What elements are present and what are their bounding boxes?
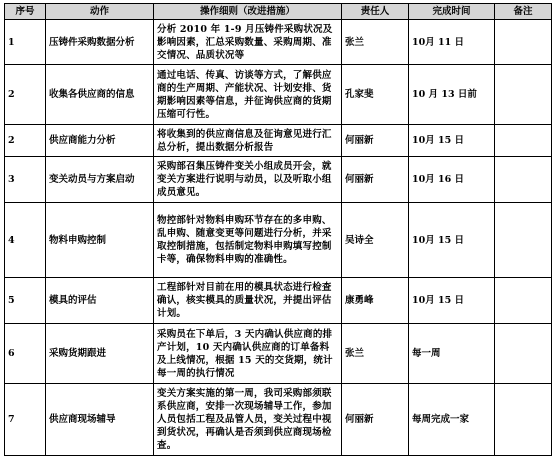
cell-note bbox=[495, 278, 552, 324]
cell-detail: 分析 2010 年 1-9 月压铸件采购状况及影响因素，汇总采购数量、采购周期、准交情况、品质状况等 bbox=[154, 20, 342, 65]
cell-action: 模具的评估 bbox=[46, 278, 154, 324]
cell-note bbox=[495, 203, 552, 278]
cell-action: 收集各供应商的信息 bbox=[46, 65, 154, 125]
cell-seq: 1 bbox=[5, 20, 46, 65]
table-row bbox=[5, 125, 552, 157]
cell-detail: 将收集到的供应商信息及征询意见进行汇总分析，提出数据分析报告 bbox=[154, 125, 342, 157]
cell-seq: 6 bbox=[5, 324, 46, 384]
cell-seq: 7 bbox=[5, 384, 46, 456]
cell-owner: 孔家斐 bbox=[342, 65, 409, 125]
cell-note bbox=[495, 125, 552, 157]
cell-time: 每周完成一家 bbox=[409, 384, 495, 456]
header-row bbox=[5, 4, 552, 20]
cell-seq: 3 bbox=[5, 157, 46, 203]
cell-time: 10月 15 日 bbox=[409, 203, 495, 278]
cell-owner: 何丽新 bbox=[342, 157, 409, 203]
table-row bbox=[5, 203, 552, 278]
cell-detail: 采购部召集压铸件变关小组成员开会，就变关方案进行说明与动员，以及听取小组成员意见。 bbox=[154, 157, 342, 203]
header-detail: 操作细则（改进措施） bbox=[154, 4, 342, 20]
cell-owner: 康勇峰 bbox=[342, 278, 409, 324]
cell-owner: 吴诗全 bbox=[342, 203, 409, 278]
table-row bbox=[5, 384, 552, 456]
cell-time: 10月 16 日 bbox=[409, 157, 495, 203]
table-row bbox=[5, 324, 552, 384]
cell-action: 物料申购控制 bbox=[46, 203, 154, 278]
cell-action: 变关动员与方案启动 bbox=[46, 157, 154, 203]
header-note: 备注 bbox=[495, 4, 552, 20]
cell-note bbox=[495, 20, 552, 65]
cell-detail: 通过电话、传真、访谈等方式，了解供应商的生产周期、产能状况、计划安排、货期影响因素等信息，并征询供应商的货期压缩可行性。 bbox=[154, 65, 342, 125]
cell-seq: 5 bbox=[5, 278, 46, 324]
table-row bbox=[5, 278, 552, 324]
header-action: 动作 bbox=[46, 4, 154, 20]
action-plan-table bbox=[4, 3, 552, 456]
cell-time: 10 月 13 日前 bbox=[409, 65, 495, 125]
cell-action: 压铸件采购数据分析 bbox=[46, 20, 154, 65]
cell-detail: 物控部针对物料申购环节存在的多申购、乱申购、随意变更等问题进行分析，并采取控制措施，包括制定物料申购填写控制卡等，确保物料申购的准确性。 bbox=[154, 203, 342, 278]
cell-owner: 何丽新 bbox=[342, 125, 409, 157]
cell-note bbox=[495, 65, 552, 125]
cell-time: 每一周 bbox=[409, 324, 495, 384]
cell-seq: 4 bbox=[5, 203, 46, 278]
header-time: 完成时间 bbox=[409, 4, 495, 20]
table-row bbox=[5, 65, 552, 125]
cell-detail: 工程部针对目前在用的模具状态进行检查确认，核实模具的质量状况，并提出评估计划。 bbox=[154, 278, 342, 324]
cell-owner: 张兰 bbox=[342, 324, 409, 384]
cell-seq: 2 bbox=[5, 125, 46, 157]
cell-action: 采购货期跟进 bbox=[46, 324, 154, 384]
cell-note bbox=[495, 157, 552, 203]
table-row bbox=[5, 20, 552, 65]
cell-detail: 变关方案实施的第一周，我司采购部须联系供应商，安排一次现场辅导工作，参加人员包括工程及品管人员，变关过程中视到货状况，再确认是否须到供应商现场检查。 bbox=[154, 384, 342, 456]
cell-note bbox=[495, 324, 552, 384]
header-owner: 责任人 bbox=[342, 4, 409, 20]
cell-action: 供应商能力分析 bbox=[46, 125, 154, 157]
header-seq: 序号 bbox=[5, 4, 46, 20]
cell-owner: 何丽新 bbox=[342, 384, 409, 456]
cell-time: 10月 15 日 bbox=[409, 278, 495, 324]
table-row bbox=[5, 157, 552, 203]
cell-note bbox=[495, 384, 552, 456]
cell-time: 10月 11 日 bbox=[409, 20, 495, 65]
cell-detail: 采购员在下单后，3 天内确认供应商的排产计划，10 天内确认供应商的订单备料及上线情况，根据 15 天的交货期，统计每一周的执行情况 bbox=[154, 324, 342, 384]
cell-time: 10月 15 日 bbox=[409, 125, 495, 157]
cell-action: 供应商现场辅导 bbox=[46, 384, 154, 456]
cell-seq: 2 bbox=[5, 65, 46, 125]
cell-owner: 张兰 bbox=[342, 20, 409, 65]
